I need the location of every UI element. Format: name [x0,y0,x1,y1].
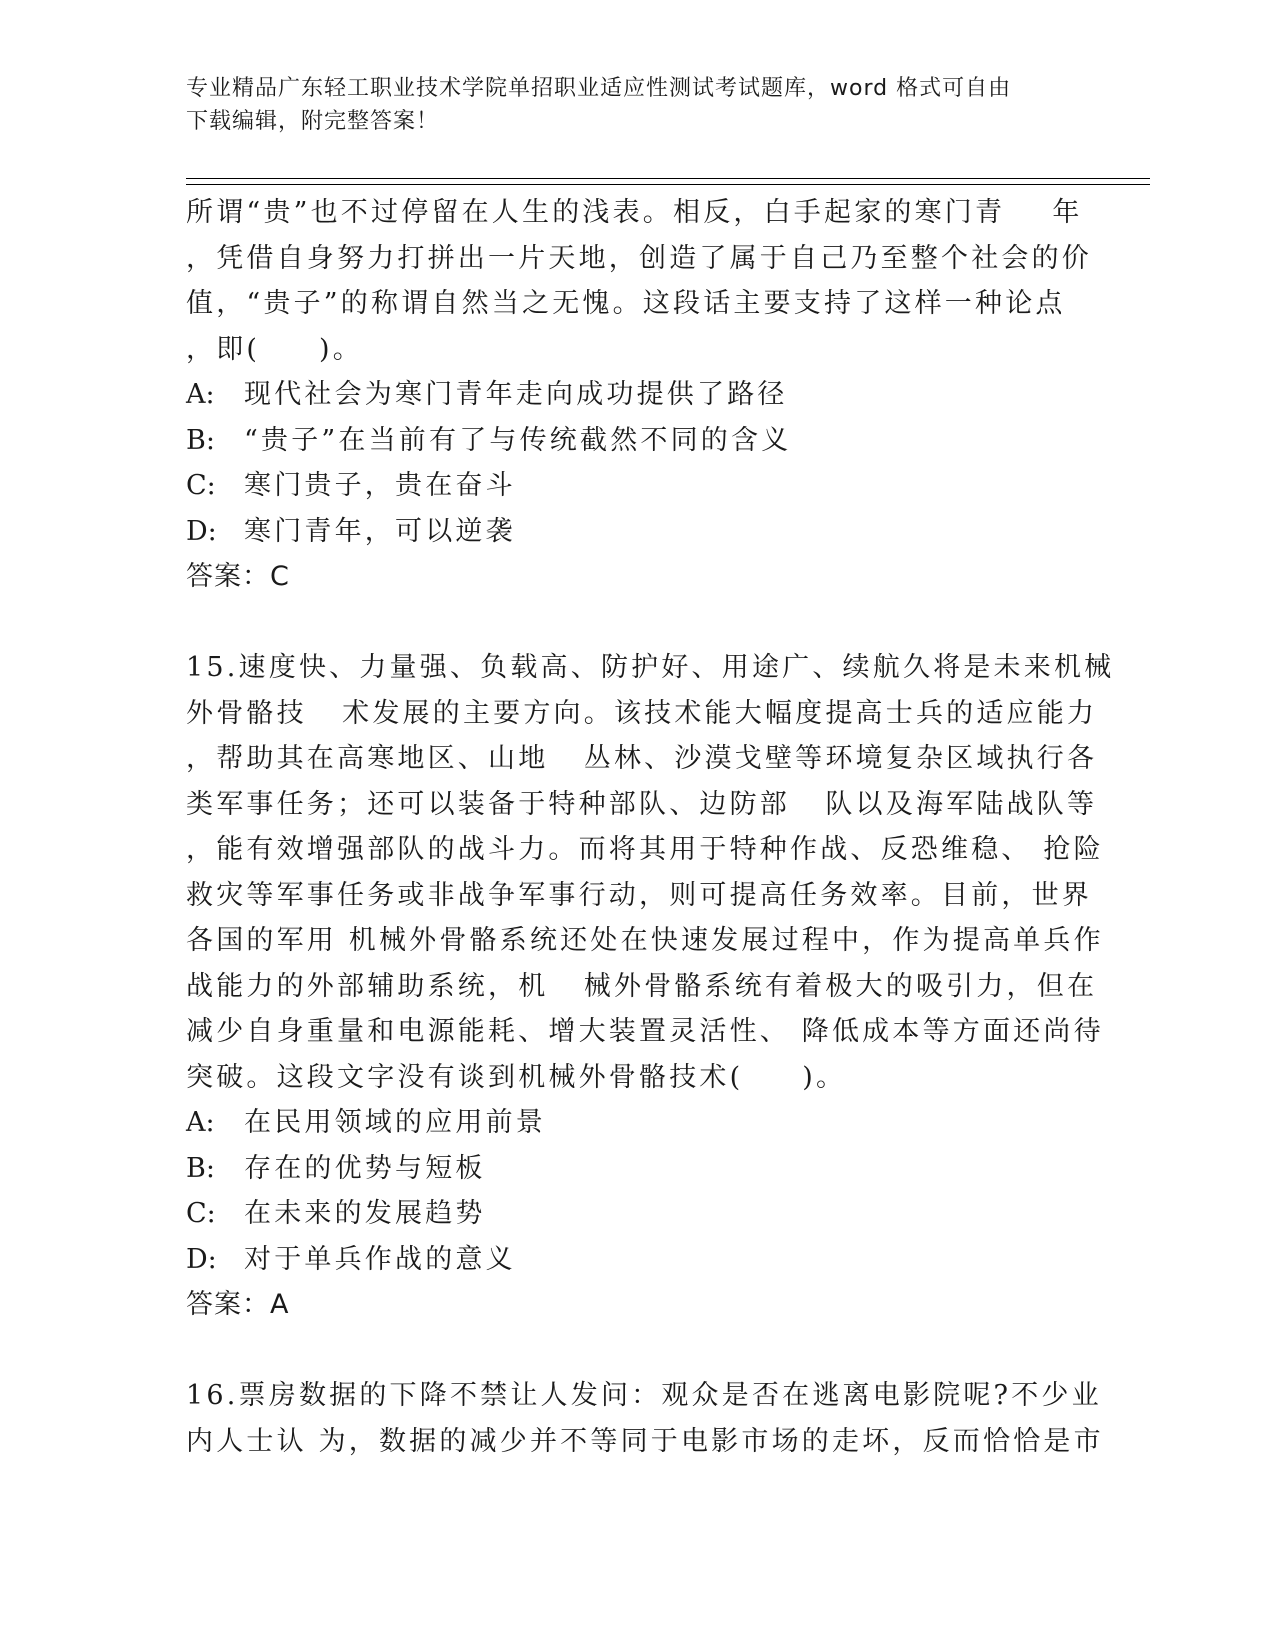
header-line-1: 专业精品广东轻工职业技术学院单招职业适应性测试考试题库，word 格式可自由 [186,76,1012,101]
header-line-2: 下载编辑，附完整答案！ [186,109,440,134]
question-text-line: ，凭借自身努力打拼出一片天地，创造了属于自己乃至整个社会的价 [186,242,1092,274]
question-text-line: 救灾等军事任务或非战争军事行动，则可提高任务效率。目前，世界 [186,879,1092,911]
option-text: “贵子”在当前有了与传统截然不同的含义 [244,424,792,456]
question-text-line: ，帮助其在高寒地区、山地 丛林、沙漠戈壁等环境复杂区域执行各 [186,743,1098,774]
option-text: 对于单兵作战的意义 [244,1243,516,1275]
option-c [186,1191,1106,1237]
question-text-line: ，能有效增强部队的战斗力。而将其用于特种作战、反恐维稳、 抢险 [186,834,1104,865]
option-a [186,372,1106,418]
header-divider-top [186,178,1150,179]
option-text: 存在的优势与短板 [244,1152,486,1184]
spacer [186,1328,1106,1374]
option-a [186,1100,1106,1146]
question-text-line: 15.速度快、力量强、负载高、防护好、用途广、续航久将是未来机械 [186,652,1115,683]
question-14 [186,190,1106,600]
option-text: 现代社会为寒门青年走向成功提供了路径 [244,379,788,410]
question-16 [186,1373,1106,1464]
answer-label: 答案：A [186,1289,290,1320]
question-text-line: 战能力的外部辅助系统，机 械外骨骼系统有着极大的吸引力，但在 [186,970,1098,1002]
option-letter: C: [186,1198,216,1229]
header-divider-bottom [186,184,1150,185]
spacer [186,600,1106,646]
option-text: 寒门贵子，贵在奋斗 [244,470,516,501]
answer-label: 答案：C [186,561,290,592]
option-letter: A: [186,1107,215,1138]
option-d [186,1237,1106,1283]
option-letter: B: [186,1152,215,1184]
question-text-line: ，即( )。 [186,333,363,365]
option-b [186,418,1106,464]
question-text-line: 所谓“贵”也不过停留在人生的浅表。相反，白手起家的寒门青 年 [186,197,1083,228]
question-text-line: 类军事任务；还可以装备于特种部队、边防部 队以及海军陆战队等 [186,788,1098,820]
question-15 [186,645,1115,1328]
question-text-line: 减少自身重量和电源能耗、增大装置灵活性、 降低成本等方面还尚待 [186,1016,1104,1047]
option-letter: D: [186,1243,217,1275]
option-b [186,1146,1106,1192]
option-d [186,509,1106,555]
option-text: 在民用领域的应用前景 [244,1107,546,1138]
option-letter: C: [186,470,216,501]
option-c [186,463,1106,509]
question-text-line: 值，“贵子”的称谓自然当之无愧。这段话主要支持了这样一种论点 [186,288,1066,319]
question-text-line: 16.票房数据的下降不禁让人发问：观众是否在逃离电影院呢?不少业 [186,1380,1102,1411]
option-letter: D: [186,515,217,547]
option-letter: A: [186,379,215,410]
option-text: 寒门青年，可以逆袭 [244,515,516,547]
question-text-line: 各国的军用 机械外骨骼系统还处在快速发展过程中，作为提高单兵作 [186,925,1104,956]
page-header [186,72,1086,138]
question-text-line: 突破。这段文字没有谈到机械外骨骼技术( )。 [186,1061,847,1093]
question-text-line: 外骨骼技 术发展的主要方向。该技术能大幅度提高士兵的适应能力 [186,697,1098,729]
option-text: 在未来的发展趋势 [244,1198,486,1229]
question-body [186,190,1115,1464]
question-text-line: 内人士认 为，数据的减少并不等同于电影市场的走坏，反而恰恰是市 [186,1425,1104,1457]
option-letter: B: [186,424,215,456]
